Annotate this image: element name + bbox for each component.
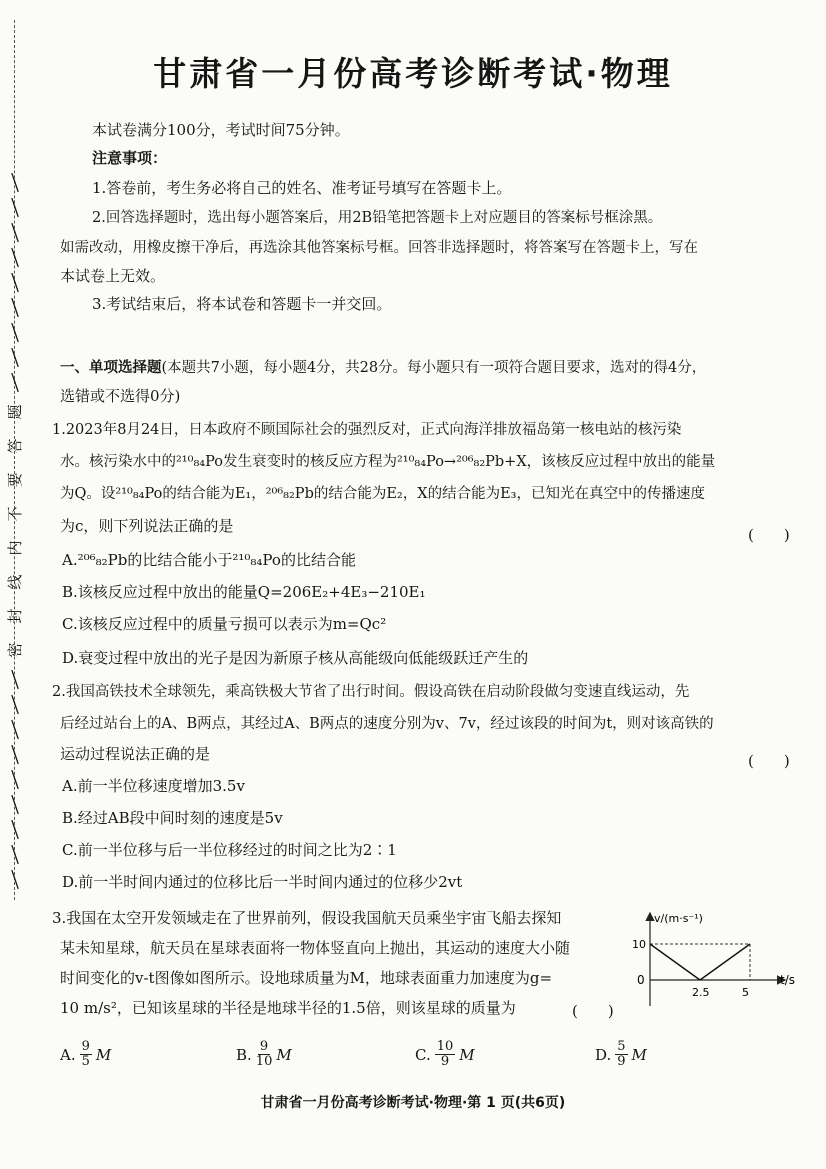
fraction-denominator: 5	[81, 1054, 90, 1069]
page-footer: 甘肃省一月份高考诊断考试·物理·第 1 页(共6页)	[260, 1095, 566, 1111]
margin-slash-mark: ╲	[8, 298, 22, 317]
q1-stem-line2: 水。核污染水中的²¹⁰₈₄Po发生衰变时的核反应方程为²¹⁰₈₄Po→²⁰⁶₈₂Pb+X，该核反应过程中放出的能量	[60, 454, 716, 470]
margin-slash-mark: ╲	[8, 348, 22, 367]
q1-stem-line1: 1.2023年8月24日，日本政府不顾国际社会的强烈反对，正式向海洋排放福岛第一核电站的核污染	[52, 422, 682, 438]
margin-slash-mark: ╲	[8, 845, 22, 864]
y-tick-label: 10	[632, 938, 646, 951]
option-variable: M	[276, 1045, 292, 1064]
notice-item-2-cont: 如需改动，用橡皮擦干净后，再选涂其他答案标号框。回答非选择题时，将答案写在答题卡上，写在	[60, 240, 698, 256]
page-title: 甘肃省一月份高考诊断考试·物理	[153, 54, 673, 93]
q2-option-c: C.前一半位移与后一半位移经过的时间之比为2∶1	[62, 841, 397, 859]
intro-line: 本试卷满分100分，考试时间75分钟。	[92, 121, 350, 139]
q2-stem-line2: 后经过站台上的A、B两点，其经过A、B两点的速度分别为v、7v，经过该段的时间为t，则对该高铁的	[60, 716, 714, 732]
margin-slash-mark: ╲	[8, 248, 22, 267]
margin-slash-mark: ╲	[8, 223, 22, 242]
q3-options	[60, 1040, 760, 1080]
binding-margin-marks	[0, 170, 30, 892]
option-letter: B.	[236, 1045, 252, 1064]
margin-vertical-char: 题	[6, 404, 24, 420]
margin-slash-mark: ╲	[8, 373, 22, 392]
section-description-cont: 选错或不选得0分)	[60, 387, 181, 405]
option-fraction	[256, 1040, 273, 1069]
margin-slash-mark: ╲	[8, 695, 22, 714]
q2-option-d: D.前一半时间内通过的位移比后一半时间内通过的位移少2vt	[62, 873, 463, 891]
fraction-denominator: 9	[617, 1054, 626, 1069]
option-variable: M	[459, 1045, 475, 1064]
margin-slash-mark: ╲	[8, 820, 22, 839]
q3-stem-line3: 时间变化的v-t图像如图所示。设地球质量为M，地球表面重力加速度为g=	[60, 969, 553, 987]
q3-option	[60, 1040, 111, 1069]
option-fraction	[80, 1040, 92, 1069]
notice-item-3: 3.考试结束后，将本试卷和答题卡一并交回。	[92, 295, 392, 313]
margin-slash-mark: ╲	[8, 745, 22, 764]
margin-vertical-char: 线	[6, 574, 24, 590]
margin-slash-mark: ╲	[8, 795, 22, 814]
margin-slash-mark: ╲	[8, 198, 22, 217]
fraction-numerator: 10	[436, 1039, 454, 1054]
x-tick-label: 5	[742, 986, 749, 999]
q2-answer-blank: ( )	[748, 752, 790, 770]
vt-line-segment	[700, 944, 750, 980]
margin-slash-mark: ╲	[8, 323, 22, 342]
q3-option	[236, 1040, 292, 1069]
section-title: 一、单项选择题	[60, 360, 162, 376]
fraction-numerator: 9	[259, 1039, 269, 1054]
notice-item-2-end: 本试卷上无效。	[60, 267, 166, 285]
origin-label: 0	[637, 973, 645, 987]
notice-item-2: 2.回答选择题时，选出每小题答案后，用2B铅笔把答题卡上对应题目的答案标号框涂黑。	[92, 210, 663, 226]
section-heading	[60, 358, 706, 378]
q1-stem-line4: 为c，则下列说法正确的是	[60, 517, 234, 535]
section-description: (本题共7小题，每小题4分，共28分。每小题只有一项符合题目要求，选对的得4分，	[161, 360, 707, 376]
q2-stem-line1: 2.我国高铁技术全球领先，乘高铁极大节省了出行时间。假设高铁在启动阶段做匀变速直线运动，先	[52, 684, 690, 700]
x-axis-label: t/s	[780, 973, 795, 987]
margin-vertical-char: 密	[6, 642, 24, 658]
fraction-numerator: 5	[617, 1039, 626, 1054]
q2-stem-line3: 运动过程说法正确的是	[60, 745, 211, 763]
fraction-numerator: 9	[81, 1039, 90, 1054]
q1-option-c: C.该核反应过程中的质量亏损可以表示为m=Qc²	[62, 615, 387, 633]
q3-answer-blank: ( )	[572, 1002, 614, 1020]
notice-item-1: 1.答卷前，考生务必将自己的姓名、准考证号填写在答题卡上。	[92, 179, 512, 197]
q1-answer-blank: ( )	[748, 526, 790, 544]
margin-slash-mark: ╲	[8, 273, 22, 292]
q1-option-d: D.衰变过程中放出的光子是因为新原子核从高能级向低能级跃迁产生的	[62, 649, 529, 667]
vt-line-segment	[650, 944, 700, 980]
q1-stem-line3: 为Q。设²¹⁰₈₄Po的结合能为E₁，²⁰⁶₈₂Pb的结合能为E₂，X的结合能为E₃，已知光在真空中的传播速度	[60, 486, 705, 502]
option-letter: A.	[60, 1045, 76, 1064]
margin-vertical-char: 不	[6, 506, 24, 522]
q3-stem-line4: 10 m/s²，已知该星球的半径是地球半径的1.5倍，则该星球的质量为	[60, 999, 516, 1017]
fraction-denominator: 9	[440, 1054, 450, 1069]
q3-stem-line1: 3.我国在太空开发领域走在了世界前列，假设我国航天员乘坐宇宙飞船去探知	[52, 909, 562, 927]
margin-vertical-char: 答	[6, 438, 24, 454]
q3-option	[415, 1040, 475, 1069]
y-axis-label: v/(m·s⁻¹)	[654, 912, 703, 925]
margin-slash-mark: ╲	[8, 670, 22, 689]
q2-option-a: A.前一半位移速度增加3.5v	[62, 777, 245, 795]
margin-vertical-char: 要	[6, 472, 24, 488]
margin-slash-mark: ╲	[8, 173, 22, 192]
q2-option-b: B.经过AB段中间时刻的速度是5v	[62, 809, 283, 827]
vt-graph	[630, 906, 795, 1016]
option-letter: C.	[415, 1045, 431, 1064]
margin-vertical-char: 封	[6, 608, 24, 624]
q1-option-b: B.该核反应过程中放出的能量Q=206E₂+4E₃−210E₁	[62, 583, 426, 601]
option-fraction	[615, 1040, 627, 1069]
fraction-denominator: 10	[255, 1054, 273, 1069]
option-fraction	[435, 1040, 456, 1069]
margin-slash-mark: ╲	[8, 720, 22, 739]
q3-stem-line2: 某未知星球，航天员在星球表面将一物体竖直向上抛出，其运动的速度大小随	[60, 939, 571, 957]
option-variable: M	[631, 1045, 647, 1064]
q3-option	[595, 1040, 647, 1069]
margin-slash-mark: ╲	[8, 870, 22, 889]
option-letter: D.	[595, 1045, 612, 1064]
margin-vertical-char: 内	[6, 540, 24, 556]
notice-heading: 注意事项：	[92, 149, 168, 167]
x-tick-label: 2.5	[692, 986, 710, 999]
option-variable: M	[95, 1045, 112, 1064]
q1-option-a: A.²⁰⁶₈₂Pb的比结合能小于²¹⁰₈₄Po的比结合能	[62, 551, 356, 569]
margin-slash-mark: ╲	[8, 770, 22, 789]
